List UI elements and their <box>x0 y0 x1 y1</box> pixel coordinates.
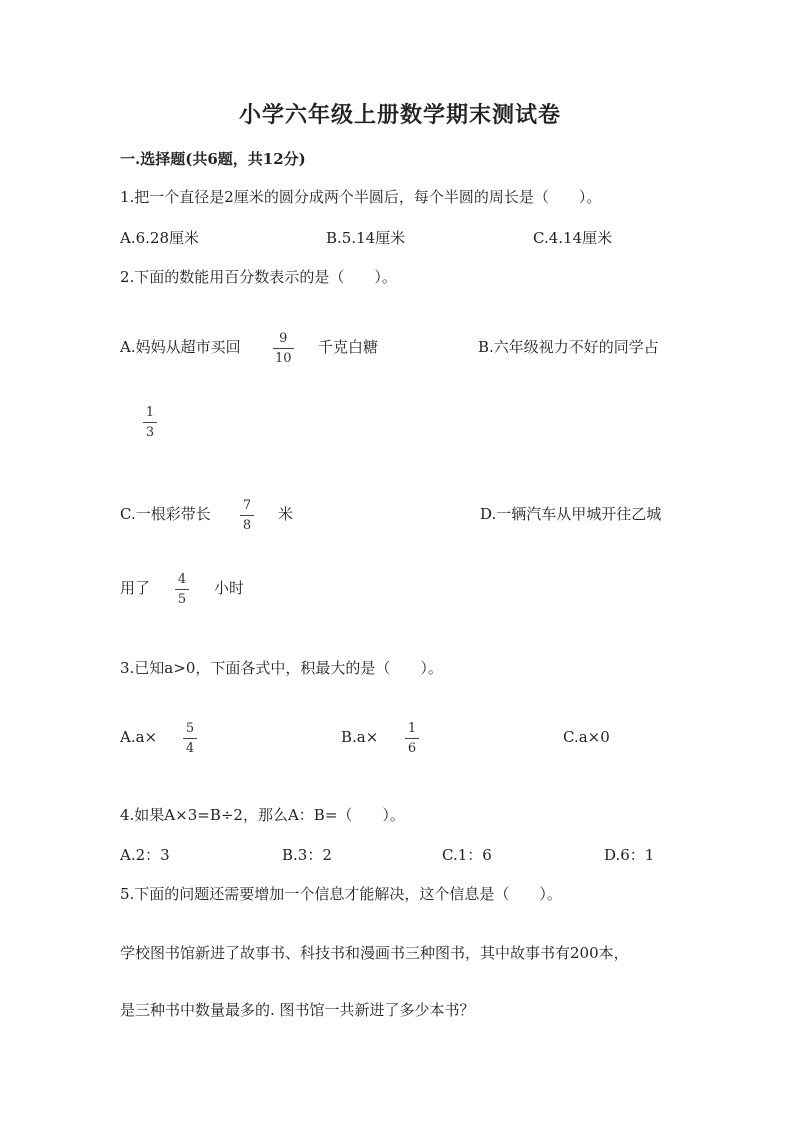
fraction-numerator: 7 <box>242 498 252 513</box>
question-4-option-d: D.6：1 <box>604 846 655 864</box>
fraction-bar <box>273 348 294 349</box>
question-5-body-line-1: 学校图书馆新进了故事书、科技书和漫画书三种图书，其中故事书有200本， <box>120 944 629 962</box>
question-3-option-c: C.a×0 <box>563 728 610 746</box>
question-1-stem: 1.把一个直径是2厘米的圆分成两个半圆后，每个半圆的周长是（ ）。 <box>120 188 602 206</box>
fraction-denominator: 6 <box>407 741 417 756</box>
question-3-option-a-fraction <box>183 721 197 756</box>
question-1-option-a: A.6.28厘米 <box>120 229 199 247</box>
fraction-denominator: 3 <box>145 425 155 440</box>
fraction-bar <box>240 515 254 516</box>
question-3-option-b-fraction <box>405 721 419 756</box>
question-4-stem: 4.如果A×3=B÷2，那么A：B=（ ）。 <box>120 806 405 824</box>
fraction-numerator: 9 <box>279 331 288 346</box>
fraction-denominator: 8 <box>242 518 252 533</box>
question-2-option-a-prefix: A.妈妈从超市买回 <box>120 338 241 356</box>
question-4-option-a: A.2：3 <box>120 846 170 864</box>
question-4-option-c: C.1：6 <box>442 846 492 864</box>
question-2-option-a-suffix: 千克白糖 <box>318 338 379 356</box>
fraction-denominator: 4 <box>185 741 195 756</box>
question-4-option-b: B.3：2 <box>282 846 332 864</box>
question-2-option-b-prefix: B.六年级视力不好的同学占 <box>478 338 659 356</box>
question-3-stem: 3.已知a>0，下面各式中，积最大的是（ ）。 <box>120 659 443 677</box>
fraction-bar <box>143 422 157 423</box>
fraction-bar <box>183 738 197 739</box>
question-2-option-d-prefix: D.一辆汽车从甲城开往乙城 <box>480 505 662 523</box>
page-title: 小学六年级上册数学期末测试卷 <box>238 102 561 128</box>
question-1-option-b: B.5.14厘米 <box>326 229 406 247</box>
question-2-option-b-fraction <box>143 405 157 440</box>
question-5-body-line-2: 是三种书中数量最多的. 图书馆一共新进了多少本书？ <box>120 1001 475 1019</box>
fraction-numerator: 4 <box>177 572 187 587</box>
question-2-stem: 2.下面的数能用百分数表示的是（ ）。 <box>120 268 397 286</box>
question-5-stem: 5.下面的问题还需要增加一个信息才能解决，这个信息是（ ）。 <box>120 885 562 903</box>
fraction-numerator: 1 <box>145 405 155 420</box>
question-1-option-c: C.4.14厘米 <box>533 229 613 247</box>
question-2-option-d-fraction <box>175 572 189 607</box>
section-heading: 一.选择题(共6题，共12分) <box>120 150 306 168</box>
question-2-option-c-fraction <box>240 498 254 533</box>
question-2-option-c-suffix: 米 <box>278 505 294 523</box>
question-3-option-a-prefix: A.a× <box>120 728 158 746</box>
fraction-numerator: 1 <box>407 721 417 736</box>
fraction-denominator: 5 <box>177 592 187 607</box>
question-2-option-d-prefix-2: 用了 <box>120 579 151 597</box>
fraction-numerator: 5 <box>185 721 195 736</box>
question-2-option-a-fraction <box>273 331 294 366</box>
fraction-bar <box>175 589 189 590</box>
question-3-option-b-prefix: B.a× <box>341 728 379 746</box>
question-2-option-d-suffix: 小时 <box>214 579 245 597</box>
fraction-denominator: 10 <box>275 351 292 366</box>
fraction-bar <box>405 738 419 739</box>
question-2-option-c-prefix: C.一根彩带长 <box>120 505 211 523</box>
